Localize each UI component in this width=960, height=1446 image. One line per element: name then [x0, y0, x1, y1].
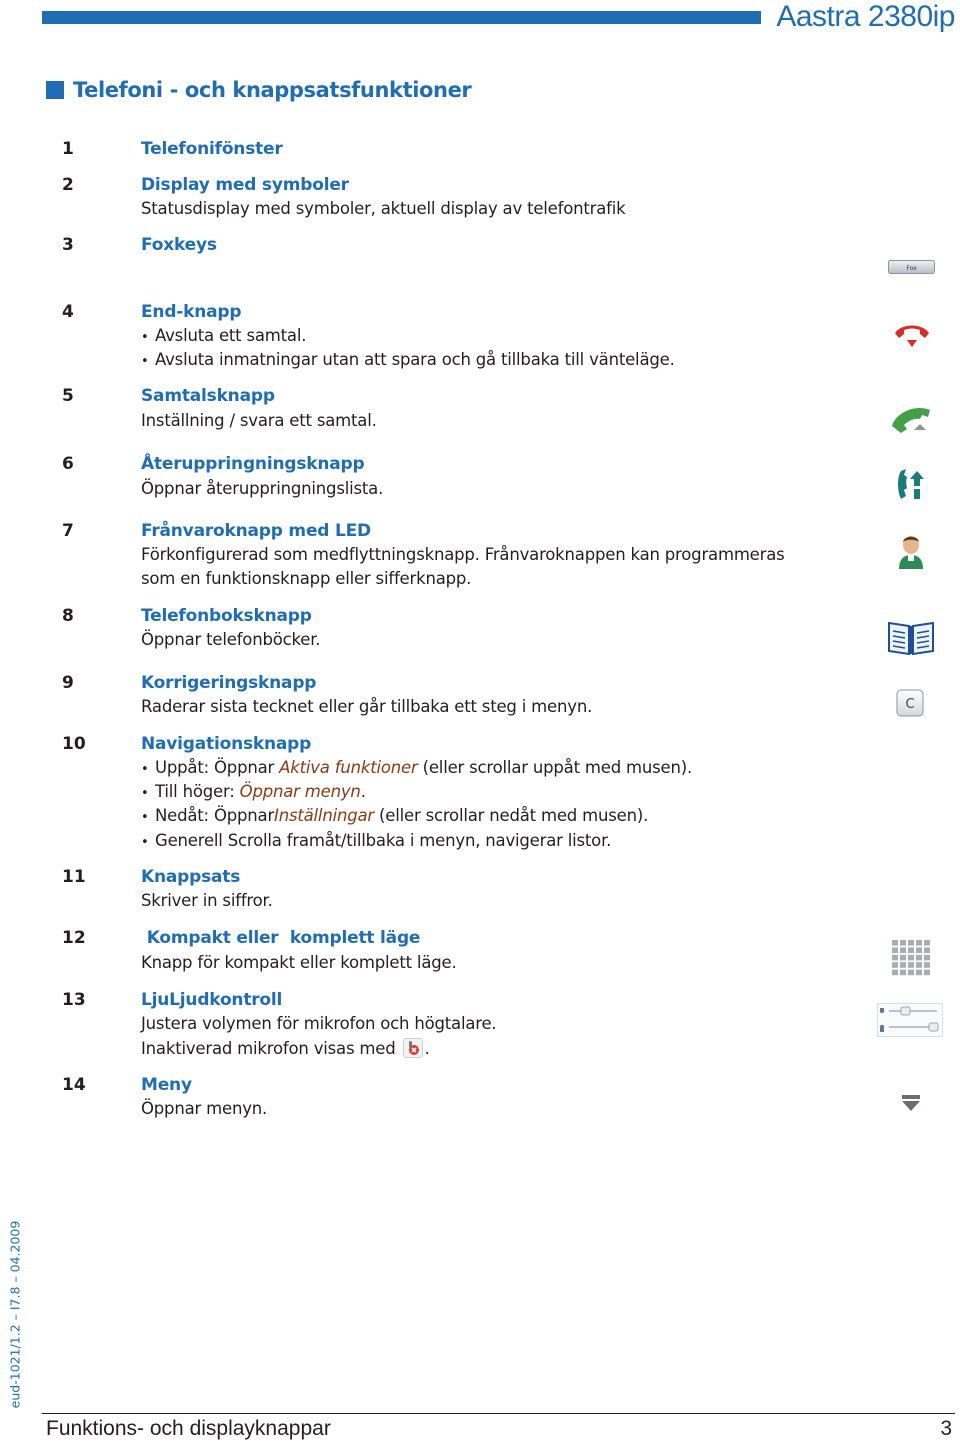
item-title: Telefonifönster	[141, 139, 283, 159]
item-number: 11	[62, 867, 86, 887]
item-number: 8	[62, 606, 74, 626]
item-description: Inaktiverad mikrofon visas med .	[141, 1039, 430, 1058]
keypad-key	[892, 970, 898, 976]
keypad-grid-icon	[891, 939, 931, 977]
document-code	[6, 1222, 26, 1412]
item-description: Inställning / svara ett samtal.	[141, 411, 377, 430]
volume-sliders-icon	[877, 1003, 943, 1037]
item-number: 1	[62, 139, 74, 159]
item-title: Samtalsknapp	[141, 386, 275, 406]
item-description: Öppnar återuppringningslista.	[141, 479, 384, 498]
item-number: 5	[62, 386, 74, 406]
keypad-key	[916, 970, 922, 976]
keypad-key	[924, 947, 930, 953]
item-number: 10	[62, 734, 86, 754]
item-title: Meny	[141, 1075, 192, 1095]
keypad-key	[924, 970, 930, 976]
item-bullet: • Till höger: Öppnar menyn.	[141, 782, 366, 801]
header-bar	[42, 11, 761, 24]
footer-rule	[42, 1413, 955, 1414]
item-number: 14	[62, 1075, 86, 1095]
keypad-key	[924, 955, 930, 961]
item-title: Display med symboler	[141, 175, 349, 195]
item-title: End-knapp	[141, 302, 242, 322]
keypad-key	[900, 947, 906, 953]
keypad-key	[908, 970, 914, 976]
brand-title: Aastra 2380ip	[776, 0, 955, 33]
clear-c-icon	[896, 689, 924, 717]
section-title-text: Telefoni - och knappsatsfunktioner	[73, 78, 472, 102]
svg-text:C: C	[905, 697, 915, 712]
item-number: 4	[62, 302, 74, 322]
item-title: Knappsats	[141, 867, 241, 887]
item-number: 6	[62, 454, 74, 474]
item-title: Korrigeringsknapp	[141, 673, 317, 693]
item-title: Navigationsknapp	[141, 734, 312, 754]
section-square-icon	[46, 81, 64, 99]
keypad-key	[908, 962, 914, 968]
keypad-key	[908, 947, 914, 953]
keypad-key	[924, 962, 930, 968]
item-number: 9	[62, 673, 74, 693]
end-call-icon	[892, 320, 932, 350]
item-description: Justera volymen för mikrofon och högtalare.	[141, 1014, 497, 1033]
keypad-key	[900, 940, 906, 946]
keypad-key	[916, 955, 922, 961]
keypad-key	[916, 947, 922, 953]
item-description: Raderar sista tecknet eller går tillbaka ett steg i menyn.	[141, 697, 593, 716]
footer-title: Funktions- och displayknappar	[46, 1417, 331, 1440]
item-description: som en funktionsknapp eller sifferknapp.	[141, 569, 472, 588]
keypad-key	[892, 947, 898, 953]
item-description: Skriver in siffror.	[141, 891, 273, 910]
keypad-key	[908, 955, 914, 961]
item-description: Statusdisplay med symboler, aktuell display av telefontrafik	[141, 199, 626, 218]
foxkey-button-icon	[888, 258, 935, 275]
item-number: 13	[62, 990, 86, 1010]
keypad-key	[924, 940, 930, 946]
item-number: 7	[62, 521, 74, 541]
item-title: Kompakt eller komplett läge	[141, 928, 421, 948]
item-title: LjuLjudkontroll	[141, 990, 283, 1010]
page-number: 3	[940, 1417, 952, 1440]
keypad-key	[900, 955, 906, 961]
item-title: Telefonboksknapp	[141, 606, 312, 626]
item-bullet: • Avsluta ett samtal.	[141, 326, 306, 345]
keypad-key	[916, 940, 922, 946]
item-number: 2	[62, 175, 74, 195]
muted-mic-icon	[403, 1038, 423, 1058]
absence-person-icon	[896, 533, 926, 571]
item-title: Foxkeys	[141, 235, 217, 255]
item-bullet: • Uppåt: Öppnar Aktiva funktioner (eller scrollar uppåt med musen).	[141, 758, 692, 777]
keypad-key	[892, 962, 898, 968]
keypad-key	[916, 962, 922, 968]
item-number: 12	[62, 928, 86, 948]
item-title: Återuppringningsknapp	[141, 454, 365, 474]
call-icon	[890, 402, 934, 436]
document-code-text: eud-1021/1.2 – I7.8 – 04.2009	[7, 1220, 23, 1409]
item-description: Öppnar telefonböcker.	[141, 630, 321, 649]
item-description: Knapp för kompakt eller komplett läge.	[141, 953, 457, 972]
keypad-key	[892, 955, 898, 961]
item-bullet: • Avsluta inmatningar utan att spara och gå tillbaka till vänteläge.	[141, 350, 675, 369]
item-description: Förkonfigurerad som medflyttningsknapp. Frånvaroknappen kan programmeras	[141, 545, 785, 564]
item-bullet: • Generell Scrolla framåt/tillbaka i menyn, navigerar listor.	[141, 831, 611, 850]
callback-icon	[895, 467, 927, 503]
item-number: 3	[62, 235, 74, 255]
item-description: Öppnar menyn.	[141, 1099, 268, 1118]
section-title	[46, 76, 471, 104]
keypad-key	[908, 940, 914, 946]
item-title: Frånvaroknapp med LED	[141, 521, 371, 541]
keypad-key	[900, 970, 906, 976]
item-bullet: • Nedåt: ÖppnarInställningar (eller scrollar nedåt med musen).	[141, 806, 648, 825]
keypad-key	[900, 962, 906, 968]
menu-arrow-icon	[900, 1093, 922, 1113]
keypad-key	[892, 940, 898, 946]
svg-text:Fox: Fox	[906, 265, 917, 272]
phonebook-icon	[887, 620, 935, 656]
